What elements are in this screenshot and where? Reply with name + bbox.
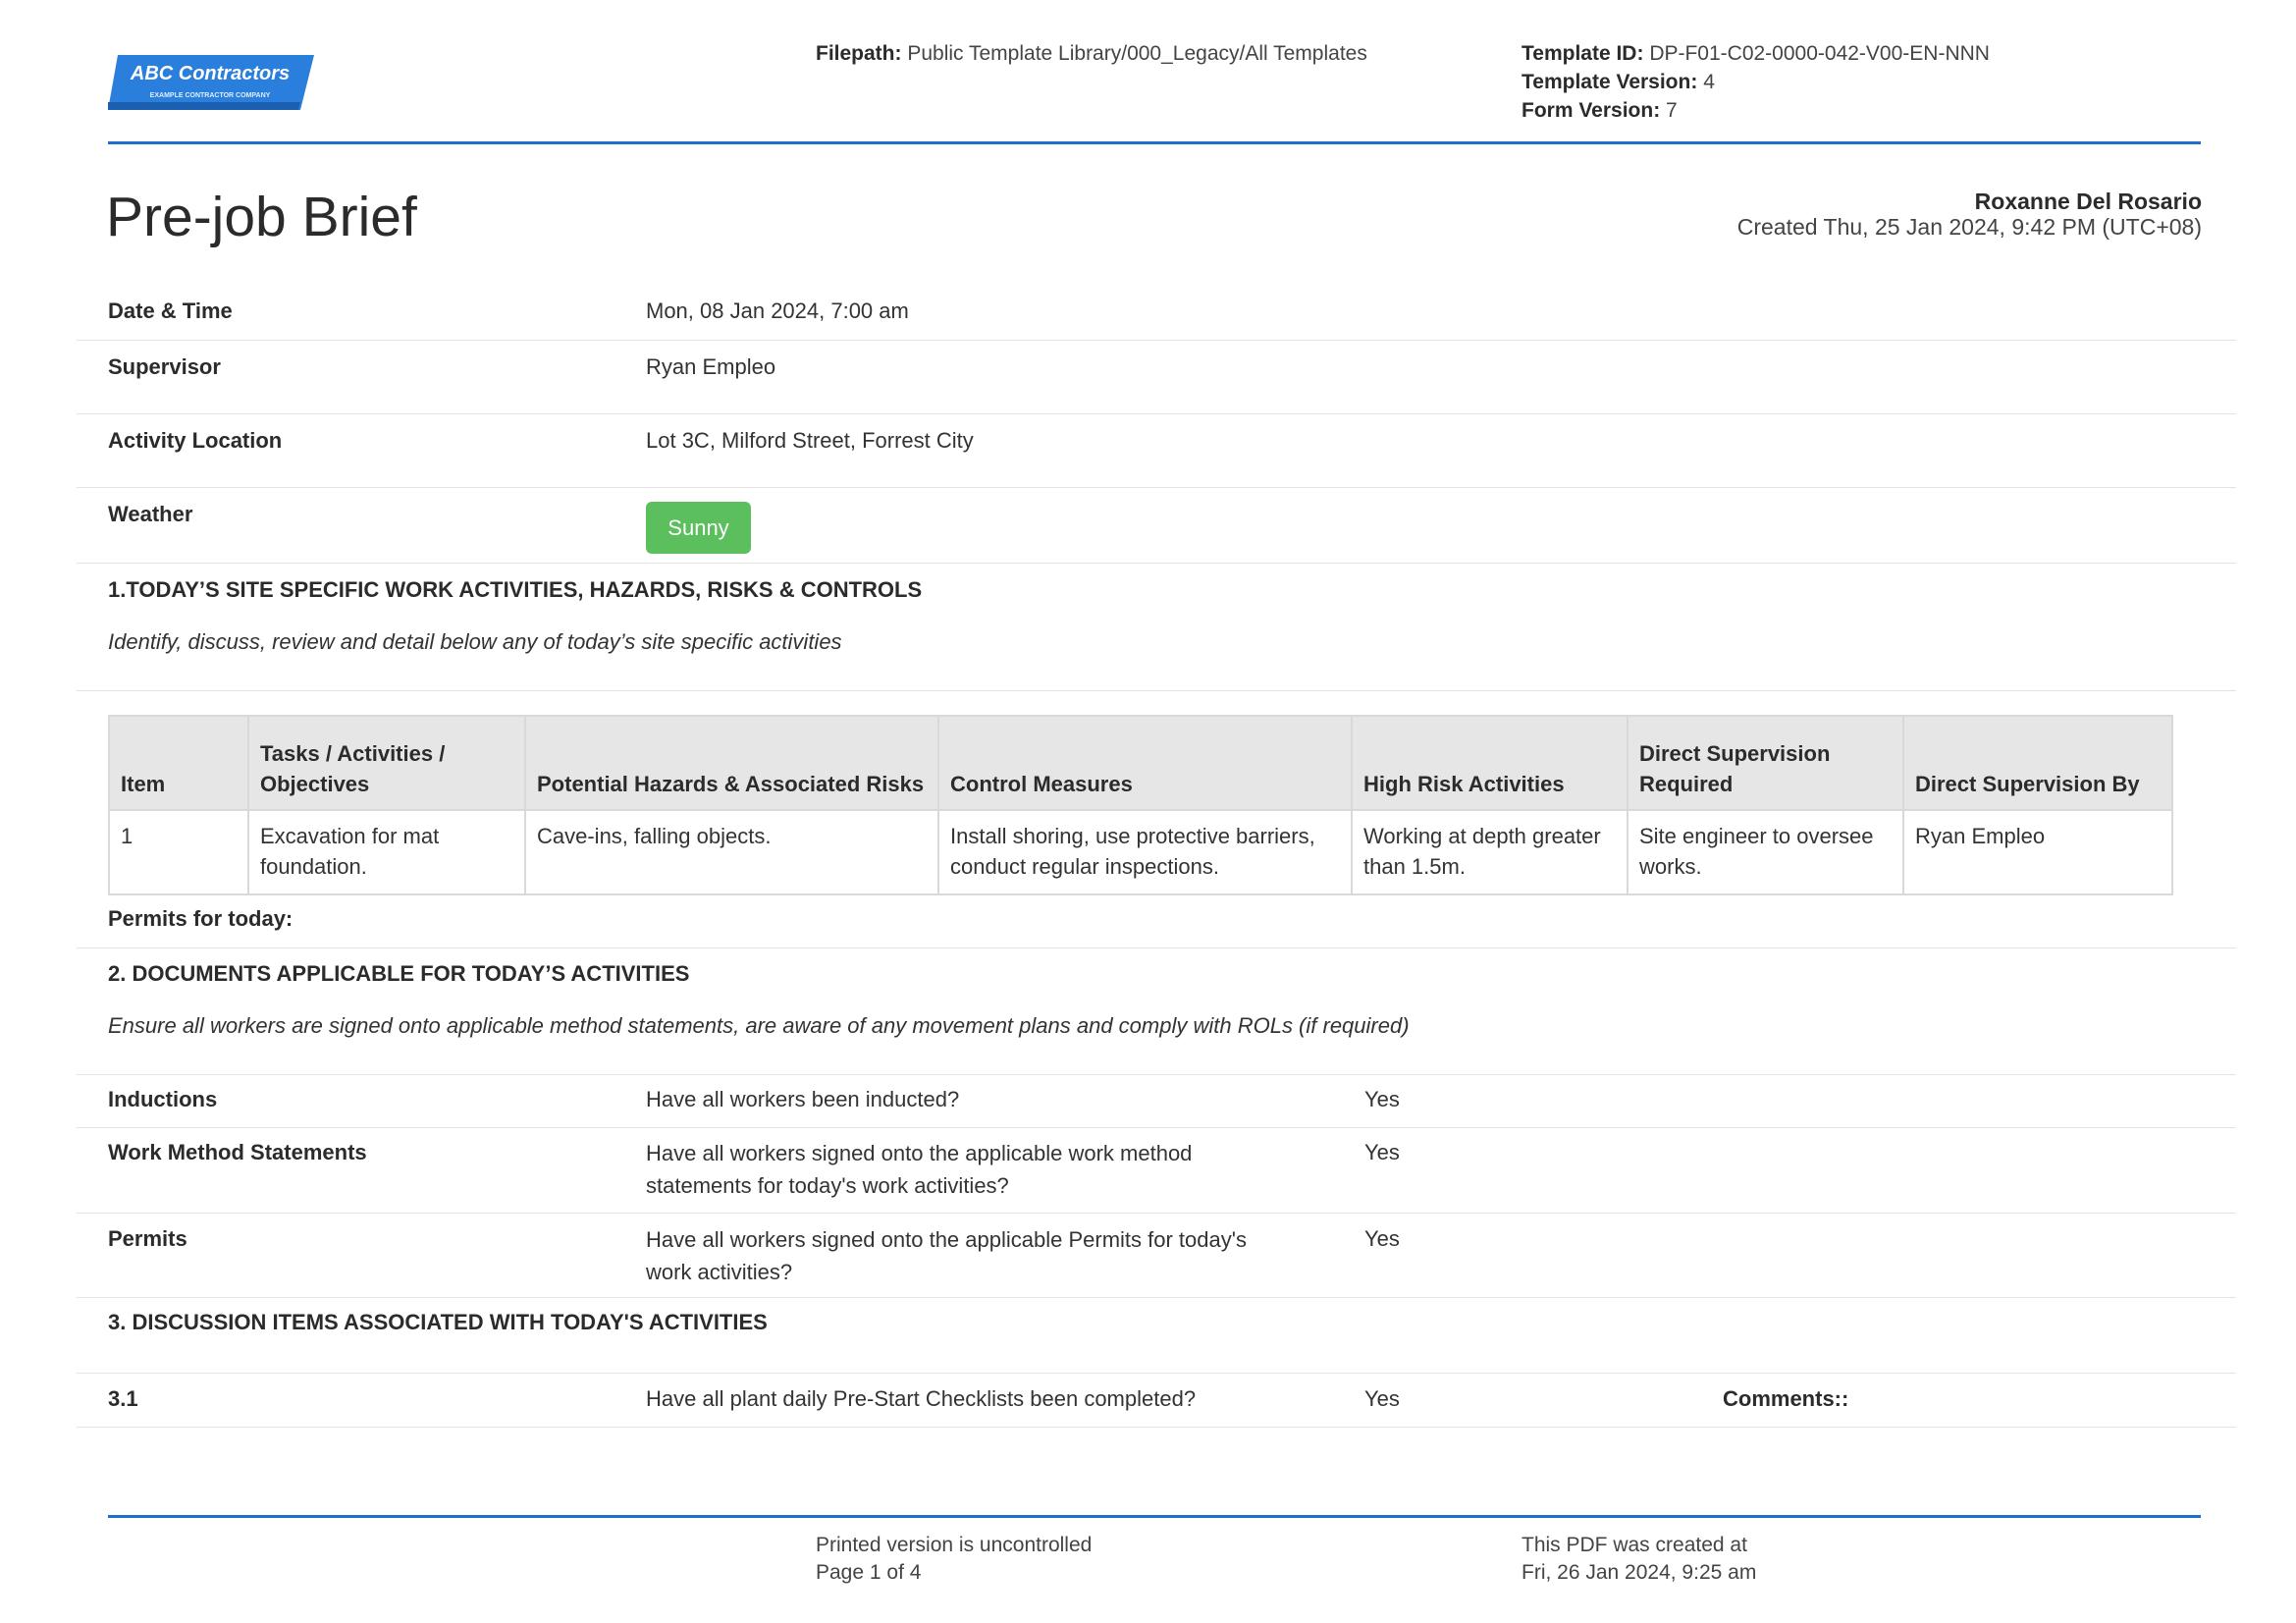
section3-heading: 3. DISCUSSION ITEMS ASSOCIATED WITH TODAY'S ACTIVITIES [108,1310,768,1334]
doc-answer-permits: Yes [1364,1226,1400,1251]
divider [77,690,2236,691]
author-name: Roxanne Del Rosario [1974,189,2202,214]
pdf-created-label: This PDF was created at [1522,1534,1747,1556]
section1-heading: 1.TODAY’S SITE SPECIFIC WORK ACTIVITIES, HAZARDS, RISKS & CONTROLS [108,577,923,602]
filepath-value: Public Template Library/000_Legacy/All Templates [907,42,1367,65]
filepath-label: Filepath: [816,42,902,65]
field-label-weather: Weather [108,502,193,526]
col-header-supervision-required: Direct Supervision Required [1628,716,1903,810]
field-label-location: Activity Location [108,428,283,453]
col-header-high-risk: High Risk Activities [1352,716,1628,810]
discussion-answer: Yes [1364,1386,1400,1411]
weather-badge: Sunny [646,502,751,554]
company-logo [108,53,316,112]
field-value-date: Mon, 08 Jan 2024, 7:00 am [646,298,909,323]
section2-instruction: Ensure all workers are signed onto applicable method statements, are aware of any movement plans and comply with ROLs (if required) [108,1013,1410,1038]
cell-supervision-by: Ryan Empleo [1903,810,2172,894]
cell-item: 1 [109,810,248,894]
section2-heading: 2. DOCUMENTS APPLICABLE FOR TODAY’S ACTIVITIES [108,961,690,986]
divider [77,563,2236,564]
footer-print-info [816,1532,1092,1587]
table-row [109,810,2172,894]
footer-divider [108,1515,2201,1518]
template-id: Template ID: DP-F01-C02-0000-042-V00-EN-NNN [1522,42,1990,65]
doc-answer-wms: Yes [1364,1140,1400,1164]
permits-label: Permits for today: [108,906,294,931]
col-header-tasks: Tasks / Activities / Objectives [248,716,525,810]
divider [77,1074,2236,1075]
uncontrolled-note: Printed version is uncontrolled [816,1534,1093,1556]
pdf-created-date: Fri, 26 Jan 2024, 9:25 am [1522,1561,1757,1584]
footer-created-info [1522,1532,1756,1587]
logo-graphic [108,53,316,112]
form-version: Form Version: 7 [1522,99,1678,122]
cell-tasks: Excavation for mat foundation. [248,810,525,894]
doc-label-wms: Work Method Statements [108,1140,367,1164]
col-header-controls: Control Measures [938,716,1352,810]
field-label-supervisor: Supervisor [108,354,221,379]
divider [77,1427,2236,1428]
template-version: Template Version: 4 [1522,71,1715,93]
author-block [1737,189,2202,240]
doc-question-wms: Have all workers signed onto the applicable work method statements for today's work activities? [646,1141,1193,1198]
doc-label-inductions: Inductions [108,1087,218,1111]
field-value-supervisor: Ryan Empleo [646,354,776,379]
page-number: Page 1 of 4 [816,1561,922,1584]
doc-question-inductions: Have all workers been inducted? [646,1087,960,1111]
template-meta [1522,39,1990,125]
page-title: Pre-job Brief [106,186,417,248]
col-header-item: Item [109,716,248,810]
logo-tagline: EXAMPLE CONTRACTOR COMPANY [149,92,271,99]
divider [77,1373,2236,1374]
col-header-supervision-by: Direct Supervision By [1903,716,2172,810]
divider [77,1297,2236,1298]
cell-hazards: Cave-ins, falling objects. [525,810,938,894]
doc-question-permits: Have all workers signed onto the applicable Permits for today's work activities? [646,1227,1247,1284]
divider [77,947,2236,948]
cell-controls: Install shoring, use protective barriers, conduct regular inspections. [938,810,1352,894]
discussion-item-number: 3.1 [108,1386,138,1411]
divider [77,1127,2236,1128]
filepath [816,39,1367,68]
header-divider [108,141,2201,144]
divider [77,1213,2236,1214]
doc-answer-inductions: Yes [1364,1087,1400,1111]
created-date: Created Thu, 25 Jan 2024, 9:42 PM (UTC+08) [1736,214,2202,240]
cell-supervision-required: Site engineer to oversee works. [1628,810,1903,894]
field-value-location: Lot 3C, Milford Street, Forrest City [646,428,974,453]
activities-table [108,715,2173,895]
divider [77,340,2236,341]
logo-name: ABC Contractors [130,63,291,84]
section1-instruction: Identify, discuss, review and detail below any of today’s site specific activities [108,629,842,654]
comments-label: Comments:: [1723,1386,1849,1411]
doc-label-permits: Permits [108,1226,187,1251]
cell-high-risk: Working at depth greater than 1.5m. [1352,810,1628,894]
divider [77,413,2236,414]
divider [77,487,2236,488]
discussion-question: Have all plant daily Pre-Start Checklists been completed? [646,1386,1197,1411]
table-header-row [109,716,2172,810]
field-label-date: Date & Time [108,298,233,323]
col-header-hazards: Potential Hazards & Associated Risks [525,716,938,810]
